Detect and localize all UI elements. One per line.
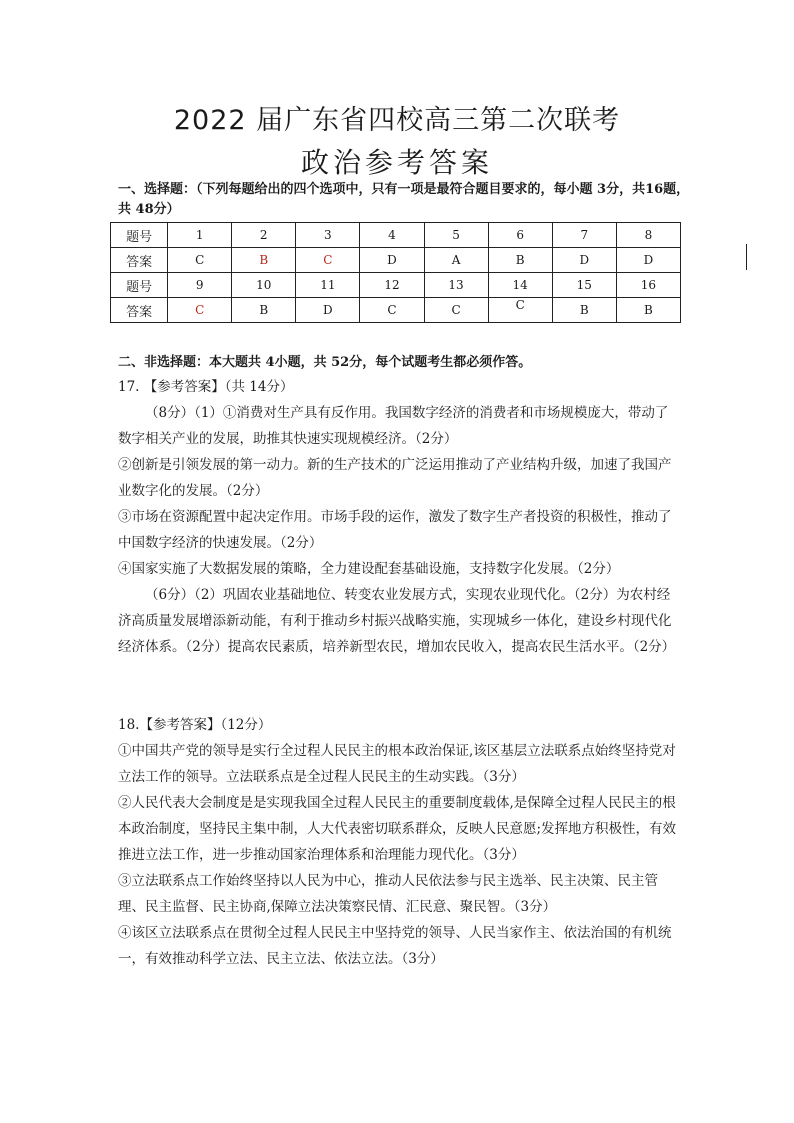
q18-paragraph: ③立法联系点工作始终坚持以人民为中心，推动人民依法参与民主选举、民主决策、民主管理、民主监督、民主协商,保障立法决策察民情、汇民意、聚民智。（3分） [118,873,658,915]
cursor-mark [746,244,747,270]
answer-cell: B [616,298,680,323]
q18-heading: 18.【参考答案】（12分） [118,717,272,733]
answer-cell: C [360,298,424,323]
table-row [111,223,681,248]
answer-cell: C [168,298,232,323]
question-number: 3 [296,223,360,248]
answer-table [110,222,681,323]
q18-answer [118,712,678,972]
answer-cell: B [552,298,616,323]
table-row [111,273,681,298]
exam-subtitle: 政治参考答案 [300,146,493,179]
answer-cell: A [424,248,488,273]
question-number: 5 [424,223,488,248]
question-number: 14 [488,273,552,298]
question-number: 15 [552,273,616,298]
answer-cell: B [232,298,296,323]
answer-cell: C [168,248,232,273]
table-row-label: 题号 [111,223,168,248]
q17-paragraph: （8分）（1）①消费对生产具有反作用。我国数字经济的消费者和市场规模庞大，带动了数字相关产业的发展，助推其快速实现规模经济。（2分） [118,405,669,447]
table-row-label: 答案 [111,298,168,323]
question-number: 13 [424,273,488,298]
answer-cell: B [488,248,552,273]
question-number: 8 [616,223,680,248]
q17-paragraph: ③市场在资源配置中起决定作用。市场手段的运作，激发了数字生产者投资的积极性，推动了中国数字经济的快速发展。（2分） [118,509,672,551]
exam-title: 2022 届广东省四校高三第二次联考 [173,105,621,136]
question-number: 4 [360,223,424,248]
q18-paragraph: ④该区立法联系点在贯彻全过程人民民主中坚持党的领导、人民当家作主、依法治国的有机统一，有效推动科学立法、民主立法、依法立法。（3分） [118,925,672,967]
question-number: 1 [168,223,232,248]
table-row [111,248,681,273]
q17-heading: 17. 【参考答案】（共 14分） [118,379,294,395]
question-number: 12 [360,273,424,298]
section2-heading: 二、非选择题：本大题共 4小题，共 52分，每个试题考生都必须作答。 [118,355,532,370]
question-number: 16 [616,273,680,298]
q17-paragraph: ④国家实施了大数据发展的策略，全力建设配套基础设施，支持数字化发展。（2分） [118,561,620,577]
question-number: 10 [232,273,296,298]
answer-cell: C [296,248,360,273]
question-number: 6 [488,223,552,248]
question-number: 9 [168,273,232,298]
answer-cell: C [488,298,552,323]
answer-cell: B [232,248,296,273]
q17-paragraph: （6分）（2）巩固农业基础地位、转变农业发展方式，实现农业现代化。（2分）为农村经济高质量发展增添新动能，有利于推动乡村振兴战略实施，实现城乡一体化，建设乡村现代化经济体系。（2分）提高农民素质，培养新型农民，增加农民收入，提高农民生活水平。（2分） [118,587,676,655]
answer-cell: C [424,298,488,323]
table-row [111,298,681,323]
table-row-label: 题号 [111,273,168,298]
q17-answer [118,374,678,660]
table-row-label: 答案 [111,248,168,273]
answer-cell: D [296,298,360,323]
q18-paragraph: ②人民代表大会制度是是实现我国全过程人民民主的重要制度载体,是保障全过程人民民主的根本政治制度，坚持民主集中制，人大代表密切联系群众，反映人民意愿;发挥地方积极性，有效推进立法工作，进一步推动国家治理体系和治理能力现代化。（3分） [118,795,677,863]
question-number: 11 [296,273,360,298]
answer-cell: D [552,248,616,273]
section1-heading: 一、选择题：（下列每题给出的四个选项中，只有一项是最符合题目要求的，每小题 3分，共16题，共 48分） [118,182,690,217]
q18-paragraph: ①中国共产党的领导是实行全过程人民民主的根本政治保证,该区基层立法联系点始终坚持党对立法工作的领导。立法联系点是全过程人民民主的生动实践。（3分） [118,743,676,785]
answer-cell: D [360,248,424,273]
question-number: 2 [232,223,296,248]
q17-paragraph: ②创新是引领发展的第一动力。新的生产技术的广泛运用推动了产业结构升级，加速了我国产业数字化的发展。（2分） [118,457,672,499]
answer-cell: D [616,248,680,273]
question-number: 7 [552,223,616,248]
